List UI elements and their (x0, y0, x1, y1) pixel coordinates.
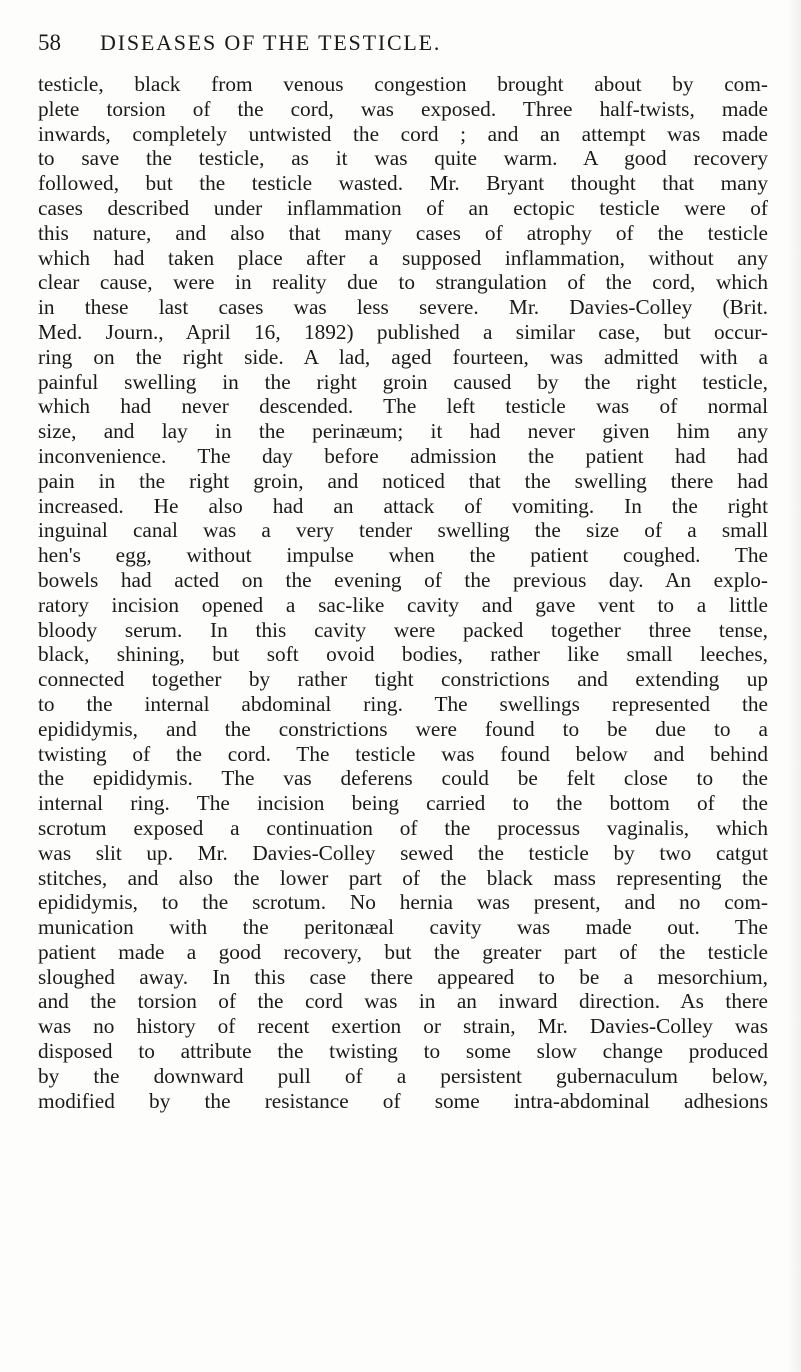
text-line: was no history of recent exertion or strain, Mr. Davies-Colley was (38, 1014, 768, 1039)
text-line: which had never descended. The left testicle was of normal (38, 394, 768, 419)
text-line: cases described under inflammation of an ectopic testicle were of (38, 195, 768, 220)
text-line: inconvenience. The day before admission the patient had had (38, 443, 768, 468)
text-line: ring on the right side. A lad, aged fourteen, was admitted with a (38, 344, 768, 369)
text-line: bowels had acted on the evening of the previous day. An explo- (38, 567, 768, 592)
text-line: by the downward pull of a persistent gubernaculum below, (38, 1063, 768, 1088)
text-line: inwards, completely untwisted the cord ; and an attempt was made (38, 121, 768, 146)
text-line: connected together by rather tight constrictions and extending up (38, 667, 768, 692)
text-line: was slit up. Mr. Davies-Colley sewed the testicle by two catgut (38, 840, 768, 865)
text-line: to save the testicle, as it was quite warm. A good recovery (38, 146, 768, 171)
text-line: increased. He also had an attack of vomiting. In the right (38, 493, 768, 518)
text-line: disposed to attribute the twisting to some slow change produced (38, 1039, 768, 1064)
running-head (38, 28, 768, 64)
text-line: internal ring. The incision being carried to the bottom of the (38, 791, 768, 816)
text-line: followed, but the testicle wasted. Mr. Bryant thought that many (38, 171, 768, 196)
running-head-title: DISEASES OF THE TESTICLE. (100, 30, 442, 55)
text-line: ratory incision opened a sac-like cavity and gave vent to a little (38, 592, 768, 617)
text-line: epididymis, to the scrotum. No hernia was present, and no com- (38, 890, 768, 915)
text-line: hen's egg, without impulse when the patient coughed. The (38, 543, 768, 568)
text-line: scrotum exposed a continuation of the processus vaginalis, which (38, 815, 768, 840)
text-line: and the torsion of the cord was in an inward direction. As there (38, 989, 768, 1014)
text-line: which had taken place after a supposed inflammation, without any (38, 245, 768, 270)
text-line: sloughed away. In this case there appeared to be a mesorchium, (38, 964, 768, 989)
text-line: patient made a good recovery, but the greater part of the testicle (38, 939, 768, 964)
text-line: to the internal abdominal ring. The swellings represented the (38, 691, 768, 716)
text-line: painful swelling in the right groin caused by the right testicle, (38, 369, 768, 394)
text-line: inguinal canal was a very tender swelling the size of a small (38, 518, 768, 543)
text-line: the epididymis. The vas deferens could be felt close to the (38, 766, 768, 791)
text-line: stitches, and also the lower part of the black mass representing the (38, 865, 768, 890)
text-line: Med. Journ., April 16, 1892) published a similar case, but occur- (38, 319, 768, 344)
text-line: modified by the resistance of some intra-abdominal adhesions (38, 1088, 768, 1113)
text-line: bloody serum. In this cavity were packed together three tense, (38, 617, 768, 642)
text-line: epididymis, and the constrictions were found to be due to a (38, 716, 768, 741)
page-edge-shadow (787, 0, 801, 1372)
body-text (38, 72, 768, 1113)
text-line: pain in the right groin, and noticed that the swelling there had (38, 468, 768, 493)
text-line: plete torsion of the cord, was exposed. Three half-twists, made (38, 96, 768, 121)
text-line: twisting of the cord. The testicle was found below and behind (38, 741, 768, 766)
text-line: testicle, black from venous congestion brought about by com- (38, 72, 768, 96)
text-line: munication with the peritonæal cavity was made out. The (38, 915, 768, 940)
text-line: this nature, and also that many cases of atrophy of the testicle (38, 220, 768, 245)
text-line: in these last cases was less severe. Mr. Davies-Colley (Brit. (38, 295, 768, 320)
page-number: 58 (38, 30, 61, 55)
text-line: black, shining, but soft ovoid bodies, rather like small leeches, (38, 642, 768, 667)
text-line: clear cause, were in reality due to strangulation of the cord, which (38, 270, 768, 295)
text-line: size, and lay in the perinæum; it had never given him any (38, 419, 768, 444)
